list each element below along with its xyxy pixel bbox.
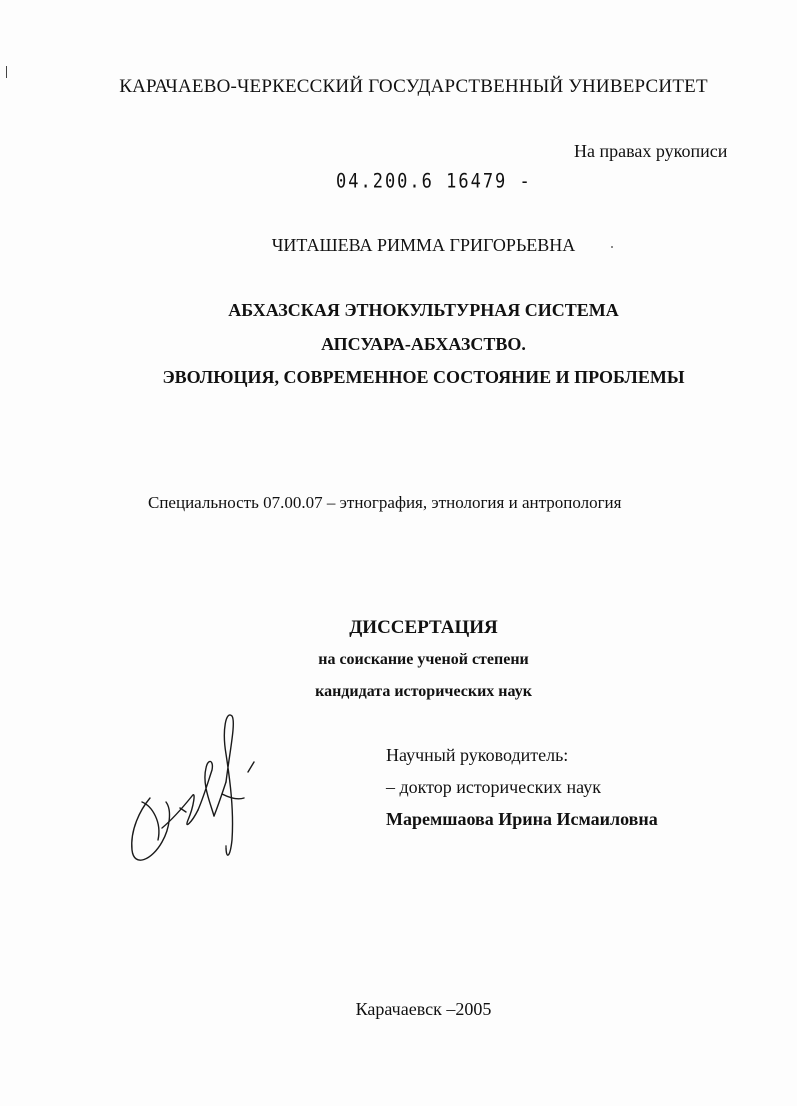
advisor-name: Маремшаова Ирина Исмаиловна xyxy=(386,809,658,829)
dissertation-field-line: кандидата исторических наук xyxy=(315,683,532,700)
thesis-title-line-3: ЭВОЛЮЦИЯ, СОВРЕМЕННОЕ СОСТОЯНИЕ И ПРОБЛЕМЫ xyxy=(162,367,685,387)
scan-speck xyxy=(611,246,613,248)
thesis-title-line-2: АПСУАРА-АБХАЗСТВО. xyxy=(321,334,526,354)
catalog-stamp-number: 04.200.6 16479 - xyxy=(336,170,532,193)
scan-speck xyxy=(225,846,227,848)
handwritten-signature xyxy=(122,710,262,870)
advisor-degree: – доктор исторических наук xyxy=(386,777,601,797)
dissertation-heading: ДИССЕРТАЦИЯ xyxy=(349,617,498,638)
university-name: КАРАЧАЕВО-ЧЕРКЕССКИЙ ГОСУДАРСТВЕННЫЙ УНИВЕРСИТЕТ xyxy=(119,76,708,97)
rights-note: На правах рукописи xyxy=(574,141,728,161)
specialty-line: Специальность 07.00.07 – этнография, этнология и антропология xyxy=(148,493,622,512)
advisor-label: Научный руководитель: xyxy=(386,745,569,765)
author-name: ЧИТАШЕВА РИММА ГРИГОРЬЕВНА xyxy=(271,235,576,255)
dissertation-degree-line: на соискание ученой степени xyxy=(318,651,529,668)
city-year: Карачаевск –2005 xyxy=(355,999,492,1019)
thesis-title-line-1: АБХАЗСКАЯ ЭТНОКУЛЬТУРНАЯ СИСТЕМА xyxy=(228,300,619,320)
